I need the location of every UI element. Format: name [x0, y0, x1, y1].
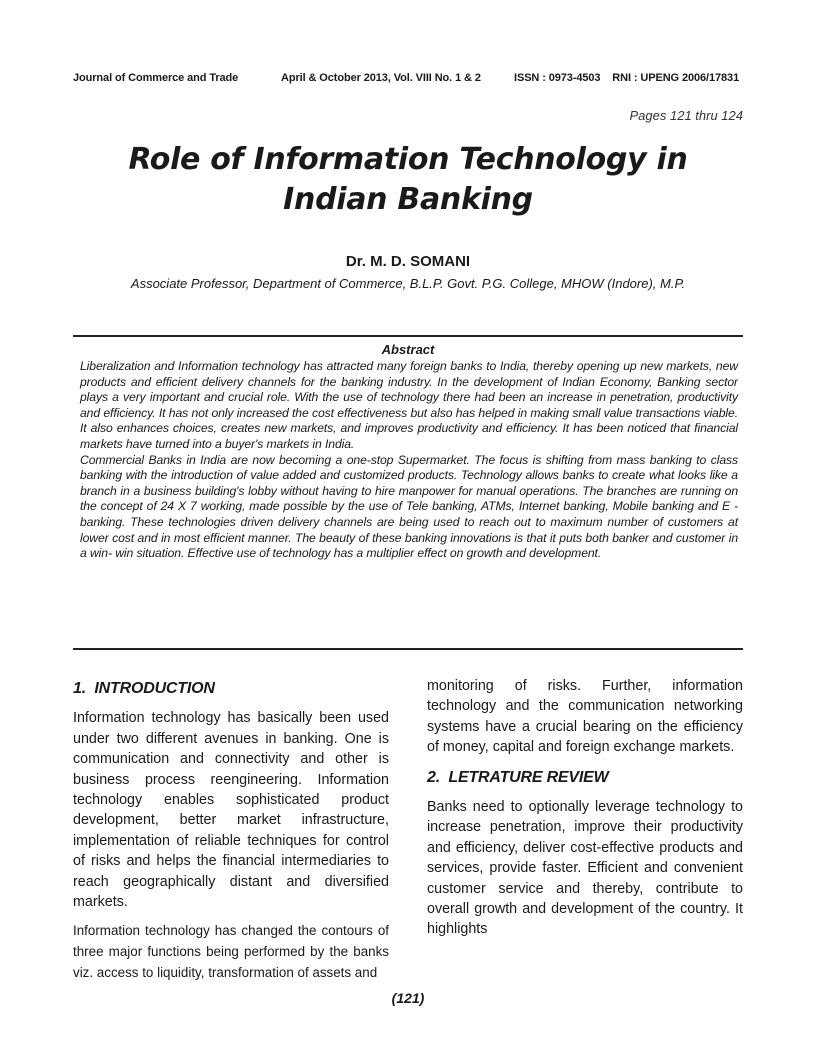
abstract-paragraph: Liberalization and Information technology has attracted many foreign banks to India, thereby opening up new markets, new products and efficient delivery channels for the banking industry. In the development of Indian Economy, Banking sector plays a very important and crucial role. With the use of technology there had been an increase in penetration, productivity and efficiency. It has not only increased the cost effectiveness but also has helped in making small value transactions viable. It also enhances choices, creates new markets, and improves productivity and efficiency. It has been noticed that financial markets have turned into a buyer's markets in India. [80, 359, 738, 451]
body-paragraph: Banks need to optionally leverage technology to increase penetration, improve their productivity and efficiency, deliver cost-effective products and services, provide faster. Efficient and convenient customer service and thereby, contribute to overall growth and development of the country. It highlights [427, 799, 743, 938]
paper-title [0, 140, 816, 220]
page-number: (121) [391, 990, 425, 1006]
abstract-bottom-rule [73, 648, 743, 650]
page-range: Pages 121 thru 124 [629, 108, 743, 123]
abstract-paragraph: Commercial Banks in India are now becoming a one-stop Supermarket. The focus is shifting from mass banking to class banking with the introduction of value added and customized products. Technology allows banks to create what looks like a branch in a business building's lobby without having to hire manpower for manual operations. The branches are running on the concept of 24 X 7 working, made possible by the use of Tele banking, ATMs, Internet banking, Mobile banking and E - banking. These technologies driven delivery channels are being used to reach out to maximum number of customers at lower cost and in most efficient manner. The beauty of these banking innovations is that it puts both banker and customer in a win- win situation. Effective use of technology has a multiplier effect on growth and development. [80, 452, 738, 561]
issue-info: April & October 2013, Vol. VIII No. 1 & 2 [281, 72, 481, 84]
left-column [73, 676, 389, 983]
abstract-top-rule [73, 335, 743, 337]
introduction-heading: 1. INTRODUCTION [73, 680, 215, 697]
title-line-1: Role of Information Technology in [128, 142, 688, 177]
literature-review-heading: 2. LETRATURE REVIEW [427, 768, 609, 786]
body-paragraph: Information technology has changed the contours of three major functions being performed by the banks viz. access to liquidity, transformation of assets and [73, 923, 389, 981]
author-affiliation: Associate Professor, Department of Commerce, B.L.P. Govt. P.G. College, MHOW (Indore), M.P. [130, 276, 686, 291]
issn-rni: ISSN : 0973-4503 RNI : UPENG 2006/17831 [514, 72, 740, 84]
abstract-heading: Abstract [381, 342, 435, 357]
journal-name: Journal of Commerce and Trade [73, 72, 239, 84]
right-column [427, 676, 743, 940]
body-paragraph: Information technology has basically been used under two different avenues in banking. One is communication and connectivity and other is business process reengineering. Information technology enables sophisticated product development, better market infrastructure, implementation of reliable techniques for control of risks and helps the financial intermediaries to reach geographically distant and diversified markets. [73, 710, 389, 911]
body-paragraph: monitoring of risks. Further, information technology and the communication networking systems have a crucial bearing on the efficiency of money, capital and foreign exchange markets. [427, 678, 743, 756]
abstract-body [80, 359, 738, 562]
title-line-2: Indian Banking [283, 182, 533, 217]
author-name: Dr. M. D. SOMANI [345, 253, 471, 270]
